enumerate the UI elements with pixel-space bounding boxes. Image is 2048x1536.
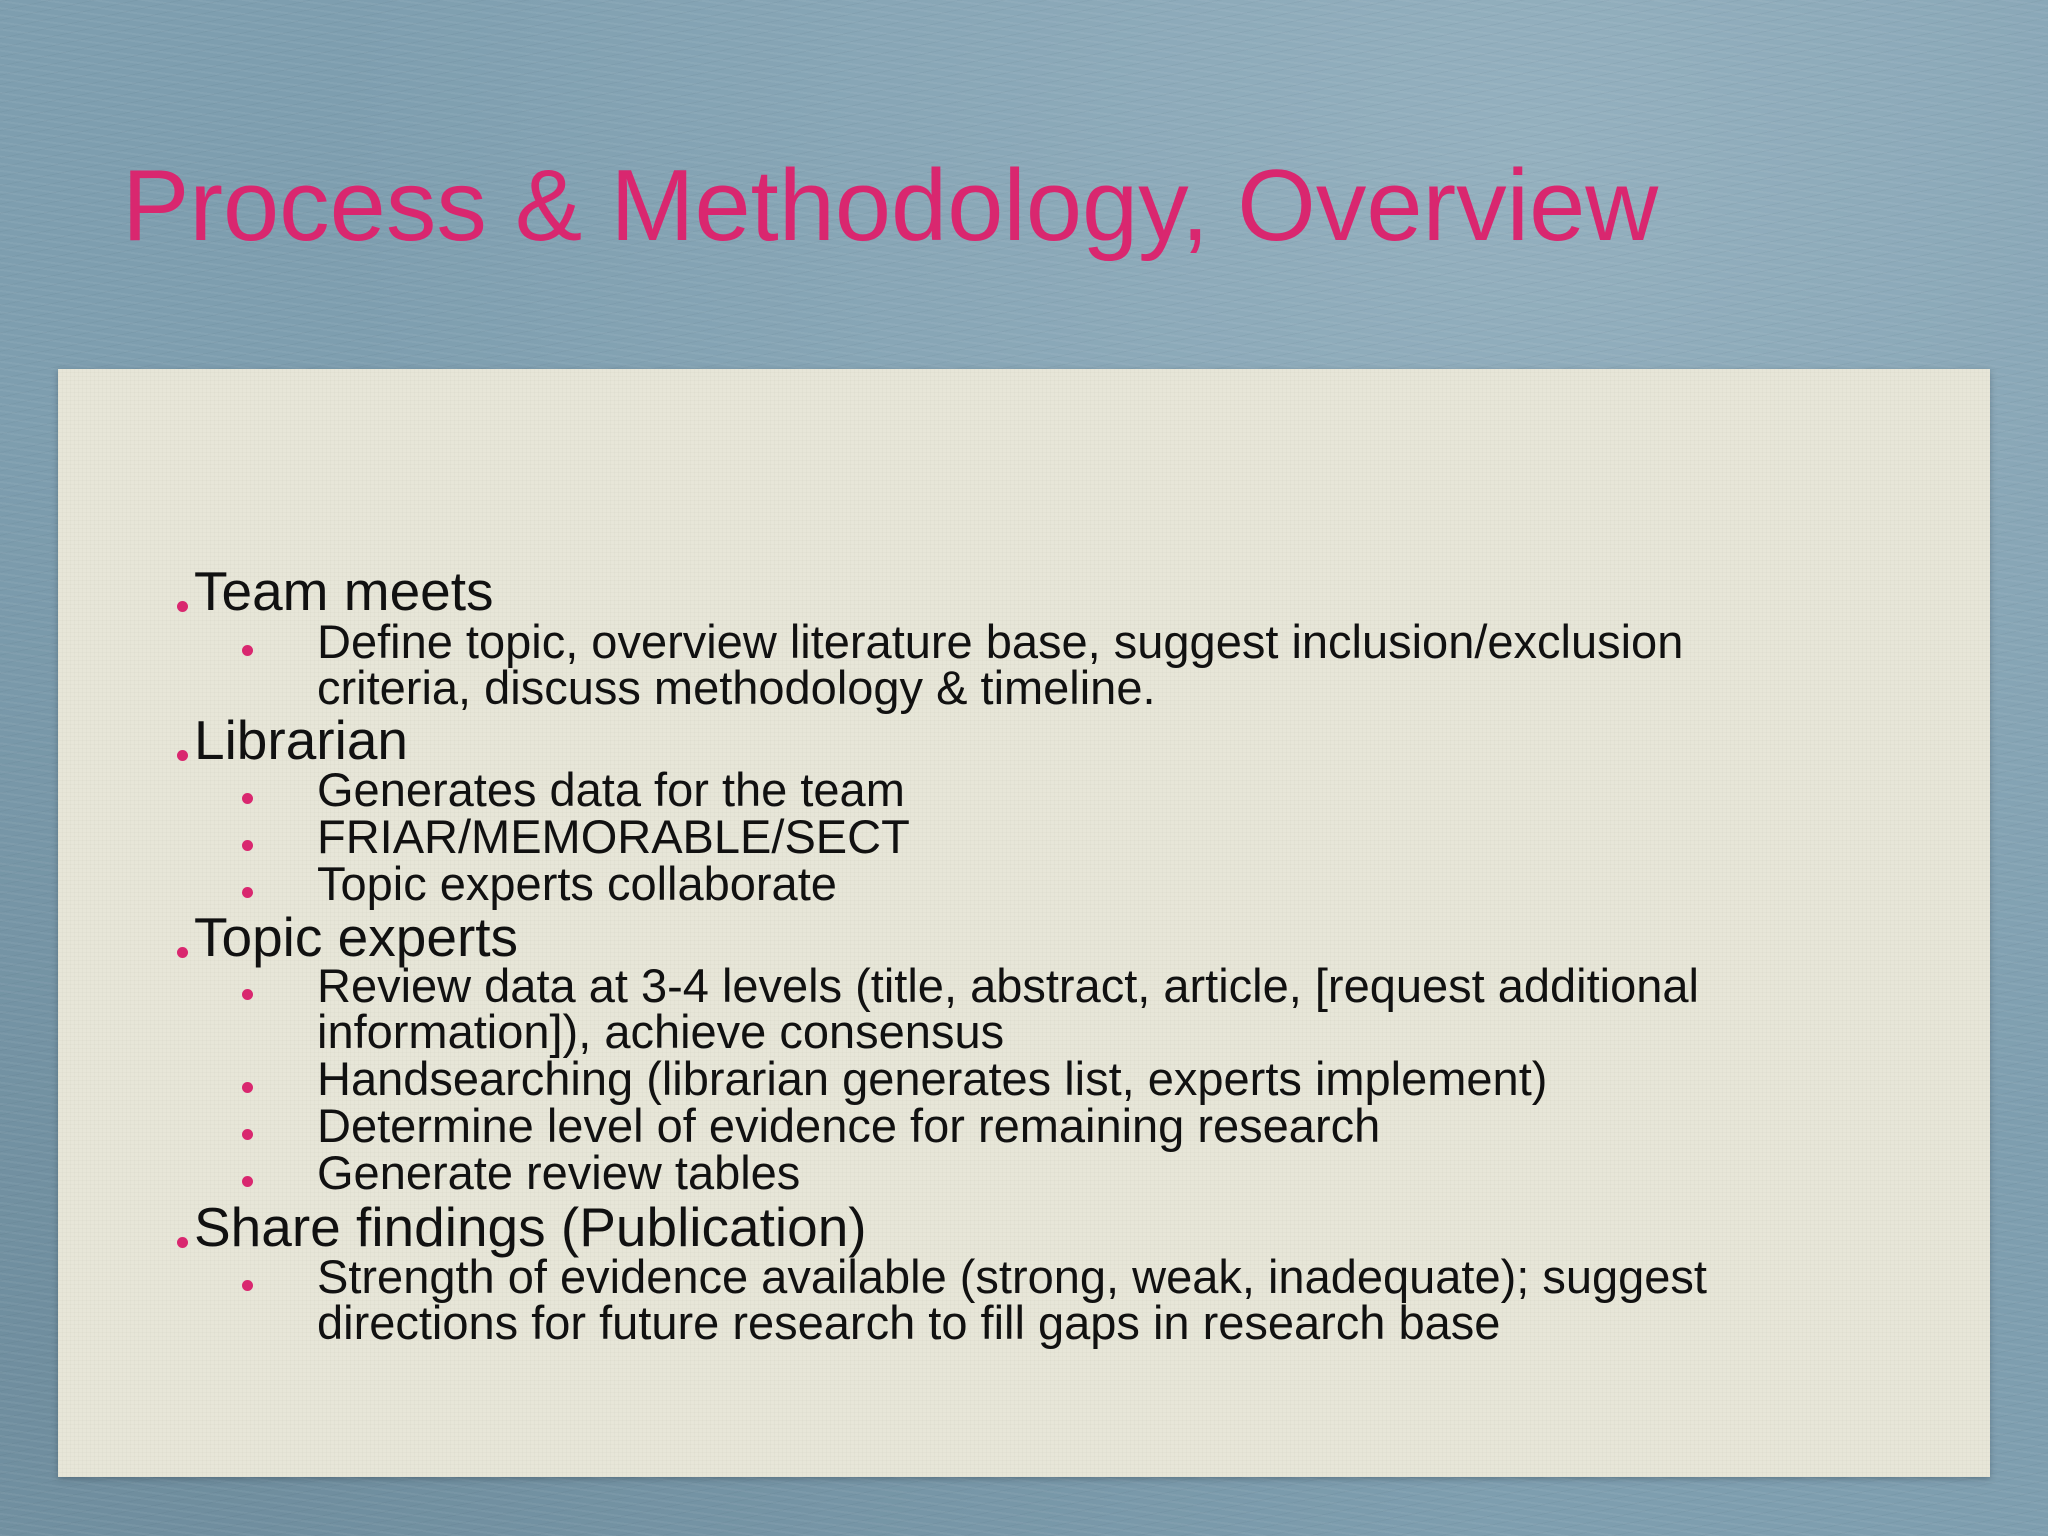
sub-bullet-dot-icon: [242, 887, 253, 898]
sub-bullet-item: Strength of evidence available (strong, weak, inadequate); suggest: [317, 1250, 1707, 1303]
section-heading-share-findings: Share findings (Publication): [194, 1196, 867, 1258]
sub-bullet-item: Determine level of evidence for remaining research: [317, 1099, 1381, 1152]
sub-bullet-item: Generate review tables: [317, 1146, 801, 1199]
sub-bullet-item-continued: directions for future research to fill gaps in research base: [317, 1296, 1501, 1349]
bullet-dot-icon: [177, 947, 188, 958]
sub-bullet-item-continued: information]), achieve consensus: [317, 1005, 1005, 1058]
section-heading-librarian: Librarian: [194, 709, 409, 771]
section-heading-topic-experts: Topic experts: [194, 906, 519, 968]
sub-bullet-item-continued: criteria, discuss methodology & timeline.: [317, 661, 1156, 714]
sub-bullet-item: Review data at 3-4 levels (title, abstract, article, [request additional: [317, 959, 1699, 1012]
sub-bullet-item: Topic experts collaborate: [317, 857, 837, 910]
sub-bullet-item: FRIAR/MEMORABLE/SECT: [317, 810, 910, 863]
bullet-list: [58, 369, 1990, 1477]
sub-bullet-dot-icon: [242, 1176, 253, 1187]
bullet-dot-icon: [177, 1237, 188, 1248]
sub-bullet-dot-icon: [242, 1082, 253, 1093]
bullet-dot-icon: [177, 601, 188, 612]
sub-bullet-dot-icon: [242, 1280, 253, 1291]
sub-bullet-dot-icon: [242, 1129, 253, 1140]
sub-bullet-item: Define topic, overview literature base, suggest inclusion/exclusion: [317, 615, 1684, 668]
sub-bullet-item: Generates data for the team: [317, 763, 905, 816]
section-heading-team-meets: Team meets: [194, 560, 494, 622]
sub-bullet-item: Handsearching (librarian generates list, experts implement): [317, 1052, 1548, 1105]
sub-bullet-dot-icon: [242, 793, 253, 804]
content-card: [58, 369, 1990, 1477]
sub-bullet-dot-icon: [242, 645, 253, 656]
bullet-dot-icon: [177, 750, 188, 761]
slide-title: Process & Methodology, Overview: [122, 150, 1659, 262]
sub-bullet-dot-icon: [242, 989, 253, 1000]
sub-bullet-dot-icon: [242, 840, 253, 851]
